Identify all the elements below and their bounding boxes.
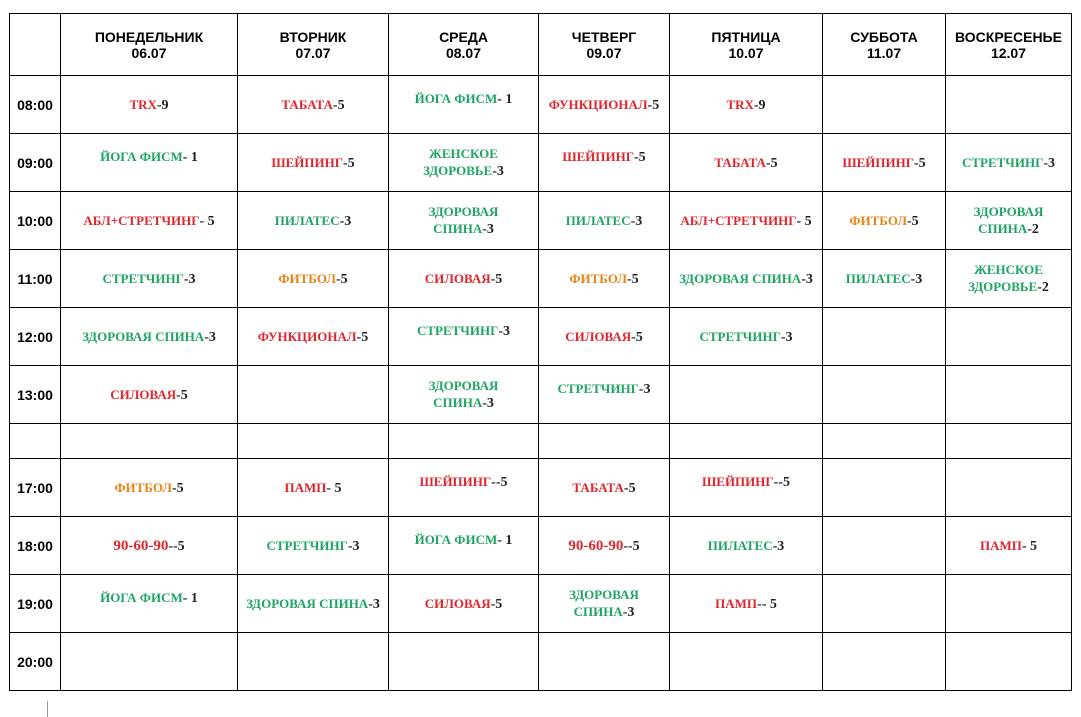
class-cell: [539, 366, 670, 424]
empty-cell: [539, 424, 670, 459]
class-entry: [568, 537, 639, 555]
class-count: - 1: [497, 532, 513, 548]
class-entry: [842, 154, 925, 172]
class-count: --5: [623, 538, 640, 554]
class-count: -2: [1027, 222, 1039, 237]
class-count: -5: [343, 155, 355, 171]
day-name: ЧЕТВЕРГ: [571, 28, 637, 45]
class-name: ПИЛАТЕС: [274, 212, 340, 228]
class-entry: [266, 537, 359, 555]
class-entry: [425, 595, 503, 613]
class-cell: [539, 134, 670, 192]
time-label: 18:00: [10, 517, 61, 575]
class-cell: [539, 459, 670, 517]
class-count: -5: [176, 387, 188, 403]
class-entry: [429, 203, 499, 238]
class-name: ЙОГА ФИСМ: [414, 531, 498, 547]
class-count: -3: [801, 271, 813, 287]
class-count: --5: [491, 474, 508, 490]
class-name: ЗДОРОВАЯ СПИНА: [973, 204, 1044, 236]
class-name: СИЛОВАЯ: [110, 386, 177, 402]
class-entry: [679, 270, 813, 288]
class-entry: [572, 479, 635, 497]
empty-cell: [61, 633, 238, 691]
class-count: -2: [1037, 280, 1049, 295]
class-count: -- 5: [757, 596, 777, 612]
day-date: 08.07: [445, 44, 482, 61]
class-count: -5: [634, 149, 646, 165]
class-count: -3: [492, 164, 504, 179]
class-count: -5: [623, 480, 636, 496]
empty-cell: [238, 366, 389, 424]
empty-cell: [61, 424, 238, 459]
class-count: - 1: [497, 91, 513, 107]
day-date: 11.07: [866, 44, 902, 61]
class-entry: [284, 479, 341, 497]
empty-cell: [670, 633, 823, 691]
class-entry: [962, 154, 1055, 172]
class-name: ШЕЙПИНГ: [842, 154, 914, 170]
class-name: ШЕЙПИНГ: [271, 154, 343, 170]
class-name: ТАБАТА: [714, 154, 766, 170]
class-entry: [113, 537, 184, 555]
time-row: [10, 134, 1072, 192]
class-count: --5: [168, 538, 185, 554]
class-cell: [238, 192, 389, 250]
day-name: СУББОТА: [850, 28, 918, 45]
class-entry: [110, 386, 188, 404]
class-entry: [846, 270, 923, 288]
class-cell: [389, 308, 539, 366]
class-cell: [389, 76, 539, 134]
class-cell: [389, 575, 539, 633]
class-cell: [670, 308, 823, 366]
class-count: -3: [910, 271, 923, 287]
day-date: 07.07: [295, 44, 331, 61]
class-cell: [670, 459, 823, 517]
empty-cell: [823, 308, 946, 366]
time-row: [10, 308, 1072, 366]
class-entry: [974, 203, 1044, 238]
class-cell: [946, 192, 1072, 250]
day-date: 12.07: [990, 44, 1027, 61]
class-entry: [714, 154, 777, 172]
class-name: ТАБАТА: [281, 96, 333, 112]
class-entry: [271, 154, 354, 172]
class-cell: [61, 459, 238, 517]
class-name: TRX: [129, 96, 157, 112]
empty-cell: [946, 459, 1072, 517]
day-header: [238, 14, 389, 76]
class-count: -3: [183, 271, 196, 287]
time-row: [10, 250, 1072, 308]
class-count: -5: [626, 271, 639, 287]
time-label: 19:00: [10, 575, 61, 633]
class-name: ФИТБОЛ: [114, 479, 172, 495]
class-entry: [702, 473, 790, 491]
time-label: 11:00: [10, 250, 61, 308]
time-label: 09:00: [10, 134, 61, 192]
class-cell: [670, 134, 823, 192]
time-row: [10, 424, 1072, 459]
day-header: [823, 14, 946, 76]
class-count: -5: [906, 213, 919, 229]
time-row: [10, 459, 1072, 517]
empty-cell: [823, 459, 946, 517]
class-entry: [83, 212, 214, 230]
schedule-table: [9, 13, 1072, 691]
class-entry: [425, 270, 503, 288]
class-entry: [258, 328, 368, 346]
class-entry: [968, 261, 1049, 296]
class-name: ЗДОРОВАЯ СПИНА: [428, 204, 499, 236]
empty-cell: [670, 424, 823, 459]
class-cell: [823, 192, 946, 250]
time-row: [10, 633, 1072, 691]
class-cell: [539, 308, 670, 366]
class-entry: [246, 595, 380, 613]
empty-cell: [389, 424, 539, 459]
empty-cell: [946, 575, 1072, 633]
class-count: - 1: [182, 590, 198, 606]
class-count: -3: [1043, 155, 1056, 171]
class-cell: [389, 192, 539, 250]
class-name: ФУНКЦИОНАЛ: [548, 96, 648, 112]
empty-cell: [946, 633, 1072, 691]
class-name: ФИТБОЛ: [569, 270, 627, 286]
class-entry: [569, 586, 639, 621]
day-header: [670, 14, 823, 76]
class-count: -3: [772, 538, 785, 554]
class-count: -5: [171, 480, 184, 496]
class-cell: [61, 517, 238, 575]
class-name: ПИЛАТЕС: [565, 212, 631, 228]
class-cell: [61, 308, 238, 366]
empty-cell: [823, 517, 946, 575]
class-cell: [389, 517, 539, 575]
schedule-body: [10, 76, 1072, 691]
class-name: 90-60-90: [113, 537, 169, 554]
class-name: ФУНКЦИОНАЛ: [257, 328, 357, 344]
class-entry: [423, 145, 504, 180]
class-cell: [670, 575, 823, 633]
class-count: -9: [156, 97, 169, 113]
class-name: СТРЕТЧИНГ: [266, 537, 348, 553]
class-entry: [100, 148, 198, 166]
time-row: [10, 575, 1072, 633]
class-count: -5: [914, 155, 926, 171]
empty-cell: [823, 424, 946, 459]
class-name: СТРЕТЧИНГ: [416, 322, 499, 338]
class-count: -3: [622, 605, 635, 620]
time-label: 12:00: [10, 308, 61, 366]
class-name: ШЕЙПИНГ: [419, 473, 492, 489]
class-count: -3: [204, 329, 216, 345]
time-label: 20:00: [10, 633, 61, 691]
class-cell: [539, 575, 670, 633]
class-count: -3: [630, 213, 643, 229]
empty-cell: [823, 633, 946, 691]
class-entry: [680, 212, 811, 230]
class-name: ЙОГА ФИСМ: [414, 90, 498, 106]
day-date: 06.07: [131, 44, 167, 61]
time-label: [10, 424, 61, 459]
time-row: [10, 76, 1072, 134]
class-cell: [238, 308, 389, 366]
header-row: [10, 14, 1072, 76]
class-entry: [82, 328, 216, 346]
empty-cell: [823, 575, 946, 633]
class-count: -5: [647, 97, 660, 113]
class-entry: [708, 537, 785, 555]
class-entry: [699, 328, 792, 346]
class-cell: [61, 575, 238, 633]
class-entry: [100, 589, 198, 607]
day-name: СРЕДА: [439, 28, 488, 45]
empty-cell: [389, 633, 539, 691]
class-cell: [946, 517, 1072, 575]
class-entry: [569, 270, 638, 288]
class-count: -5: [631, 329, 643, 345]
class-name: ПАМП: [284, 479, 327, 495]
class-count: -3: [780, 329, 793, 345]
class-name: ЗДОРОВАЯ СПИНА: [246, 595, 369, 611]
class-entry: [849, 212, 918, 230]
time-label: 13:00: [10, 366, 61, 424]
class-name: ШЕЙПИНГ: [562, 148, 634, 164]
class-cell: [61, 192, 238, 250]
corner-cell: [10, 14, 61, 76]
day-name: ПОНЕДЕЛЬНИК: [94, 28, 204, 45]
class-cell: [238, 250, 389, 308]
class-cell: [670, 517, 823, 575]
class-cell: [670, 192, 823, 250]
class-entry: [114, 479, 183, 497]
class-entry: [549, 96, 659, 114]
class-entry: [129, 96, 168, 114]
class-cell: [823, 250, 946, 308]
class-count: -3: [638, 381, 651, 397]
class-cell: [389, 250, 539, 308]
empty-cell: [238, 424, 389, 459]
class-entry: [420, 473, 508, 491]
class-cell: [389, 459, 539, 517]
day-date: 09.07: [586, 44, 622, 61]
class-entry: [415, 531, 513, 549]
class-name: АБЛ+СТРЕТЧИНГ: [680, 212, 797, 228]
time-label: 08:00: [10, 76, 61, 134]
class-name: ЖЕНСКОЕ ЗДОРОВЬЕ: [968, 262, 1043, 294]
class-entry: [565, 328, 643, 346]
day-header: [946, 14, 1072, 76]
class-name: СТРЕТЧИНГ: [699, 328, 781, 344]
class-entry: [715, 595, 777, 613]
empty-cell: [946, 366, 1072, 424]
class-cell: [238, 76, 389, 134]
class-name: СТРЕТЧИНГ: [961, 154, 1044, 170]
class-name: СТРЕТЧИНГ: [102, 270, 184, 286]
class-name: ЗДОРОВАЯ СПИНА: [569, 587, 639, 619]
class-name: ФИТБОЛ: [849, 212, 907, 228]
class-name: ЗДОРОВАЯ СПИНА: [82, 328, 205, 344]
class-cell: [670, 76, 823, 134]
class-cell: [946, 134, 1072, 192]
class-cell: [539, 192, 670, 250]
class-entry: [562, 148, 645, 166]
empty-cell: [946, 308, 1072, 366]
empty-cell: [823, 76, 946, 134]
page-edge-mark: [47, 701, 48, 717]
class-entry: [417, 322, 510, 340]
empty-cell: [670, 366, 823, 424]
class-cell: [61, 250, 238, 308]
time-label: 10:00: [10, 192, 61, 250]
class-count: -5: [332, 97, 345, 113]
time-label: 17:00: [10, 459, 61, 517]
class-count: - 5: [1021, 538, 1038, 554]
class-cell: [389, 366, 539, 424]
class-name: ЖЕНСКОЕ ЗДОРОВЬЕ: [423, 146, 498, 178]
class-cell: [61, 134, 238, 192]
class-count: --5: [773, 474, 790, 490]
class-cell: [946, 250, 1072, 308]
time-row: [10, 366, 1072, 424]
day-header: [61, 14, 238, 76]
day-name: ВТОРНИК: [279, 28, 347, 45]
empty-cell: [946, 76, 1072, 134]
class-name: ЗДОРОВАЯ СПИНА: [428, 378, 499, 410]
class-cell: [238, 575, 389, 633]
class-cell: [670, 250, 823, 308]
class-count: -3: [368, 596, 380, 612]
class-count: -3: [339, 213, 352, 229]
class-name: СИЛОВАЯ: [424, 270, 491, 286]
day-name: ВОСКРЕСЕНЬЕ: [955, 28, 1062, 45]
empty-cell: [823, 366, 946, 424]
day-header: [539, 14, 670, 76]
class-count: - 5: [326, 480, 342, 496]
class-name: СИЛОВАЯ: [565, 328, 632, 344]
class-count: -9: [753, 97, 766, 113]
class-entry: [557, 380, 650, 398]
class-cell: [238, 517, 389, 575]
empty-cell: [539, 633, 670, 691]
class-cell: [61, 366, 238, 424]
class-count: - 1: [182, 149, 198, 165]
class-entry: [566, 212, 643, 230]
class-cell: [238, 459, 389, 517]
class-cell: [389, 134, 539, 192]
class-name: АБЛ+СТРЕТЧИНГ: [83, 212, 200, 228]
class-name: ЙОГА ФИСМ: [100, 148, 183, 164]
class-cell: [539, 76, 670, 134]
class-count: -5: [765, 155, 778, 171]
class-count: -5: [490, 271, 503, 287]
class-count: - 5: [796, 213, 812, 229]
day-date: 10.07: [728, 44, 764, 61]
class-name: 90-60-90: [568, 537, 624, 554]
empty-cell: [238, 633, 389, 691]
class-name: ПАМП: [979, 537, 1022, 553]
class-cell: [539, 517, 670, 575]
time-row: [10, 517, 1072, 575]
class-name: ПАМП: [715, 595, 758, 611]
class-count: -5: [335, 271, 348, 287]
class-entry: [281, 96, 344, 114]
class-name: ПИЛАТЕС: [707, 537, 773, 553]
class-name: ШЕЙПИНГ: [702, 473, 774, 489]
class-name: ФИТБОЛ: [278, 270, 336, 286]
class-cell: [238, 134, 389, 192]
time-row: [10, 192, 1072, 250]
class-entry: [429, 377, 499, 412]
class-entry: [980, 537, 1037, 555]
class-entry: [415, 90, 513, 108]
class-count: -3: [482, 222, 494, 237]
class-entry: [278, 270, 347, 288]
class-count: -3: [347, 538, 360, 554]
class-count: - 5: [199, 213, 215, 229]
empty-cell: [946, 424, 1072, 459]
class-entry: [275, 212, 352, 230]
class-count: -5: [356, 329, 369, 345]
class-count: -5: [490, 596, 503, 612]
day-name: ПЯТНИЦА: [711, 28, 781, 45]
class-name: ЙОГА ФИСМ: [100, 589, 183, 605]
class-name: ЗДОРОВАЯ СПИНА: [679, 270, 802, 286]
class-name: ПИЛАТЕС: [845, 270, 911, 286]
day-header: [389, 14, 539, 76]
class-name: СИЛОВАЯ: [424, 595, 491, 611]
class-entry: [102, 270, 195, 288]
class-name: TRX: [726, 96, 754, 112]
class-cell: [539, 250, 670, 308]
class-cell: [823, 134, 946, 192]
class-name: ТАБАТА: [572, 479, 624, 495]
class-count: -3: [482, 396, 494, 411]
class-name: СТРЕТЧИНГ: [557, 380, 639, 396]
class-count: -3: [498, 323, 511, 339]
class-entry: [726, 96, 765, 114]
class-cell: [61, 76, 238, 134]
